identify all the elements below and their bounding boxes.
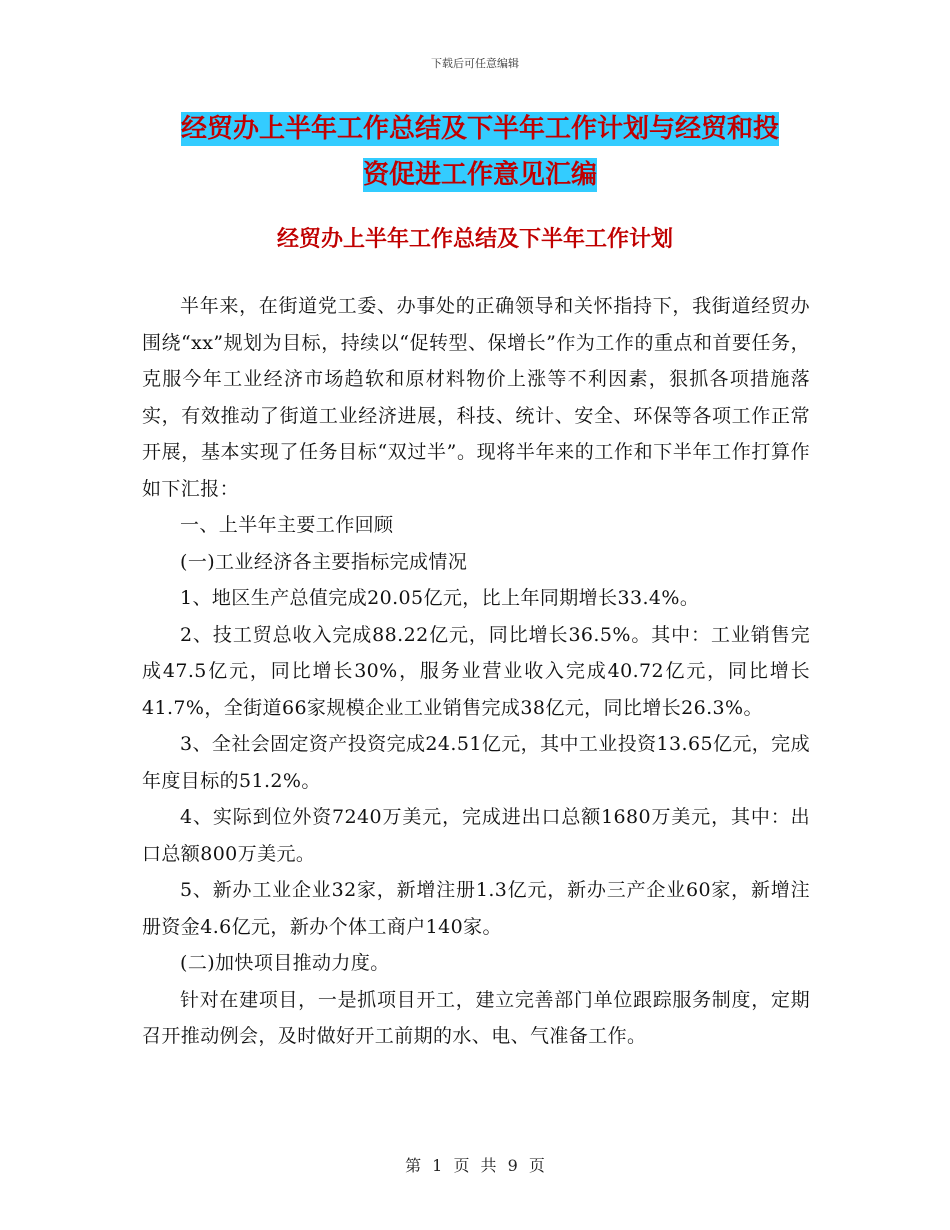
page-number-footer: 第 1 页 共 9 页	[405, 1156, 545, 1175]
document-title	[140, 106, 820, 198]
paragraph-item-3: 3、全社会固定资产投资完成24.51亿元，其中工业投资13.65亿元，完成年度目标的51.2%。	[142, 733, 810, 792]
document-title-line-2: 资促进工作意见汇编	[362, 160, 597, 190]
paragraph-subheading-1: (一)工业经济各主要指标完成情况	[180, 550, 468, 573]
paragraph-item-4: 4、实际到位外资7240万美元，完成进出口总额1680万美元，其中：出口总额800万美元。	[142, 806, 810, 865]
paragraph-heading-1: 一、上半年主要工作回顾	[180, 514, 394, 536]
document-body	[142, 288, 810, 1055]
paragraph-item-2: 2、技工贸总收入完成88.22亿元，同比增长36.5%。其中：工业销售完成47.5亿元，同比增长30%，服务业营业收入完成40.72亿元，同比增长41.7%，全街道66家规模企业工业销售完成38亿元，同比增长26.3%。	[142, 623, 810, 719]
document-title-line-1: 经贸办上半年工作总结及下半年工作计划与经贸和投	[180, 114, 779, 144]
section-title: 经贸办上半年工作总结及下半年工作计划	[276, 227, 673, 252]
paragraph-item-5: 5、新办工业企业32家，新增注册1.3亿元，新办三产企业60家，新增注册资金4.6亿元，新办个体工商户140家。	[142, 879, 810, 938]
paragraph-item-1: 1、地区生产总值完成20.05亿元，比上年同期增长33.4%。	[180, 587, 700, 609]
paragraph-intro: 半年来，在街道党工委、办事处的正确领导和关怀指持下，我街道经贸办围绕“xx”规划为目标，持续以“促转型、保增长”作为工作的重点和首要任务，克服今年工业经济市场趋软和原材料物价上涨等不利因素，狠抓各项措施落实，有效推动了街道工业经济进展，科技、统计、安全、环保等各项工作正常开展，基本实现了任务目标“双过半”。现将半年来的工作和下半年工作打算作如下汇报：	[142, 295, 810, 500]
paragraph-subheading-2: (二)加快项目推动力度。	[180, 952, 390, 974]
paragraph-projects: 针对在建项目，一是抓项目开工，建立完善部门单位跟踪服务制度，定期召开推动例会，及时做好开工前期的水、电、气准备工作。	[142, 988, 810, 1047]
header-note: 下载后可任意编辑	[431, 57, 519, 70]
